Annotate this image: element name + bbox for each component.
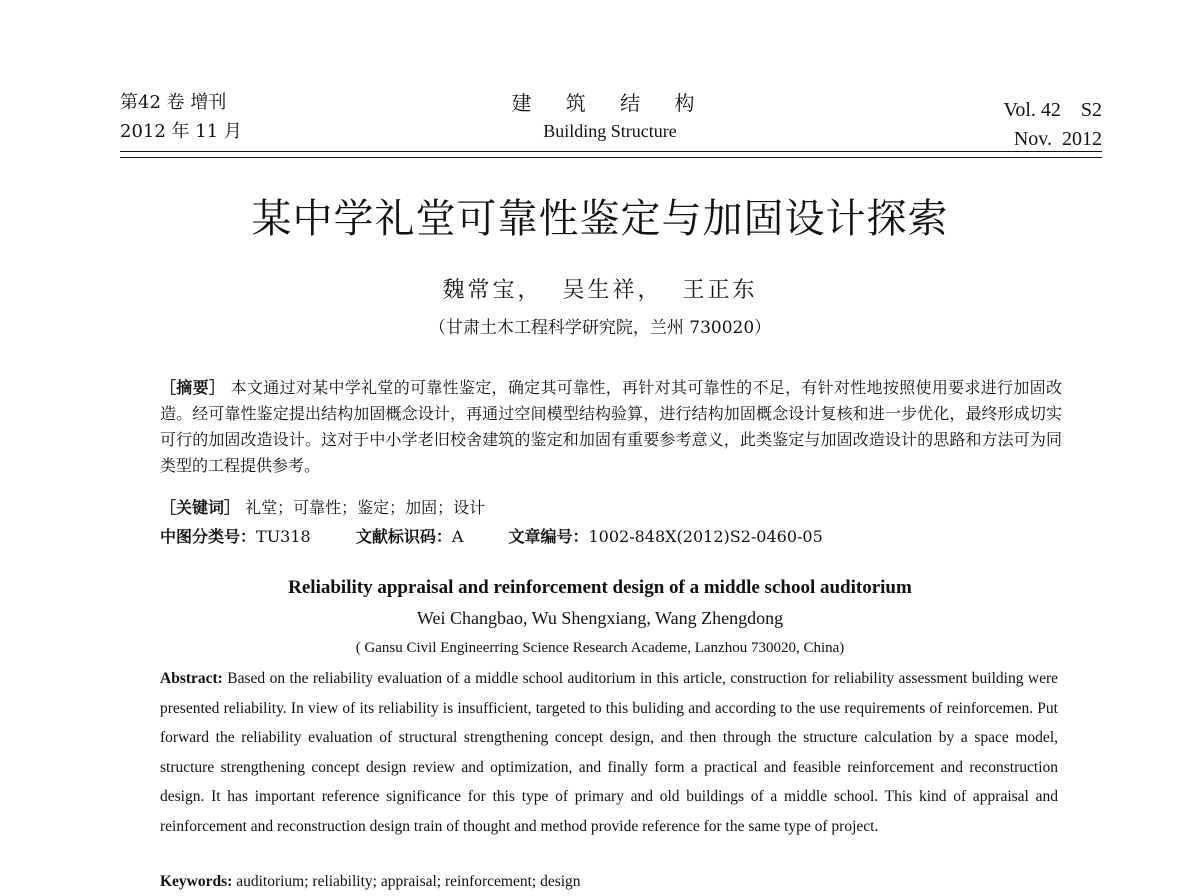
header-rule-thick	[120, 151, 1102, 152]
article-no-value: 1002-848X(2012)S2-0460-05	[588, 527, 823, 546]
doc-code-label: 文献标识码：	[355, 527, 452, 546]
document-code	[356, 527, 469, 546]
volume-en: Vol. 42 S2	[1003, 99, 1102, 121]
header-issue-cn	[120, 88, 242, 146]
journal-name-en: Building Structure	[543, 121, 677, 141]
doc-code-value: A	[451, 527, 464, 546]
keywords-label-cn: ［关键词］	[160, 498, 241, 517]
clc-code	[160, 527, 316, 546]
article-number	[508, 527, 822, 546]
authors-en: Wei Changbao, Wu Shengxiang, Wang Zhengdong	[416, 608, 784, 628]
article-title-cn: 某中学礼堂可靠性鉴定与加固设计探索	[251, 196, 949, 242]
date-en: Nov. 2012	[1013, 128, 1102, 150]
keywords-text-cn: 礼堂；可靠性；鉴定；加固；设计	[245, 498, 486, 517]
header-issue-en	[1003, 96, 1102, 154]
journal-name-cn: 建 筑 结 构	[511, 91, 709, 115]
header-journal	[460, 88, 760, 144]
keywords-cn	[160, 495, 485, 521]
classification-line	[160, 524, 823, 550]
abstract-en	[160, 664, 1058, 841]
article-no-label: 文章编号：	[508, 527, 589, 546]
volume-cn: 第42 卷 增刊	[120, 92, 227, 113]
affiliation-en: ( Gansu Civil Engineerring Science Research Academe, Lanzhou 730020, China)	[355, 640, 845, 656]
keywords-text-en: auditorium; reliability; appraisal; reinforcement; design	[236, 873, 581, 890]
article-title-en: Reliability appraisal and reinforcement design of a middle school auditorium	[288, 577, 912, 598]
affiliation-cn: （甘肃土木工程科学研究院，兰州 730020）	[428, 318, 772, 338]
keywords-en	[160, 869, 581, 895]
keywords-label-en: Keywords:	[160, 873, 233, 890]
clc-label: 中图分类号：	[160, 527, 257, 546]
abstract-label-cn: ［摘要］	[160, 378, 226, 397]
clc-value: TU318	[256, 527, 311, 546]
abstract-text-cn: 本文通过对某中学礼堂的可靠性鉴定，确定其可靠性，再针对其可靠性的不足，有针对性地按照使用要求进行加固改造。经可靠性鉴定提出结构加固概念设计，再通过空间模型结构验算，进行结构加固概念设计复核和进一步优化，最终形成切实可行的加固改造设计。这对于中小学老旧校舍建筑的鉴定和加固有重要参考意义，此类鉴定与加固改造设计的思路和方法可为同类型的工程提供参考。	[160, 378, 1062, 475]
date-cn: 2012 年 11 月	[120, 121, 242, 142]
header-rule-thin	[120, 157, 1102, 158]
authors-cn: 魏常宝， 吴生祥， 王正东	[442, 278, 758, 303]
abstract-cn	[160, 375, 1062, 479]
abstract-text-en: Based on the reliability evaluation of a middle school auditorium in this article, construction for reliability assessment building were presented reliability. In view of its reliability is insufficient, targeted to this buliding and according to the use requirements of reinforcemen. Put forward the reliability evaluation of structural strengthening concept design, and then through the structure calculation by a space model, structure strengthening concept design review and optimization, and finally form a practical and feasible reinforcement and reconstruction design. It has important reference significance for this type of primary and old buildings of a middle school. This kind of appraisal and reinforcement and reconstruction design train of thought and method provide reference for the same type of project.	[160, 670, 1059, 835]
abstract-label-en: Abstract:	[160, 670, 223, 687]
